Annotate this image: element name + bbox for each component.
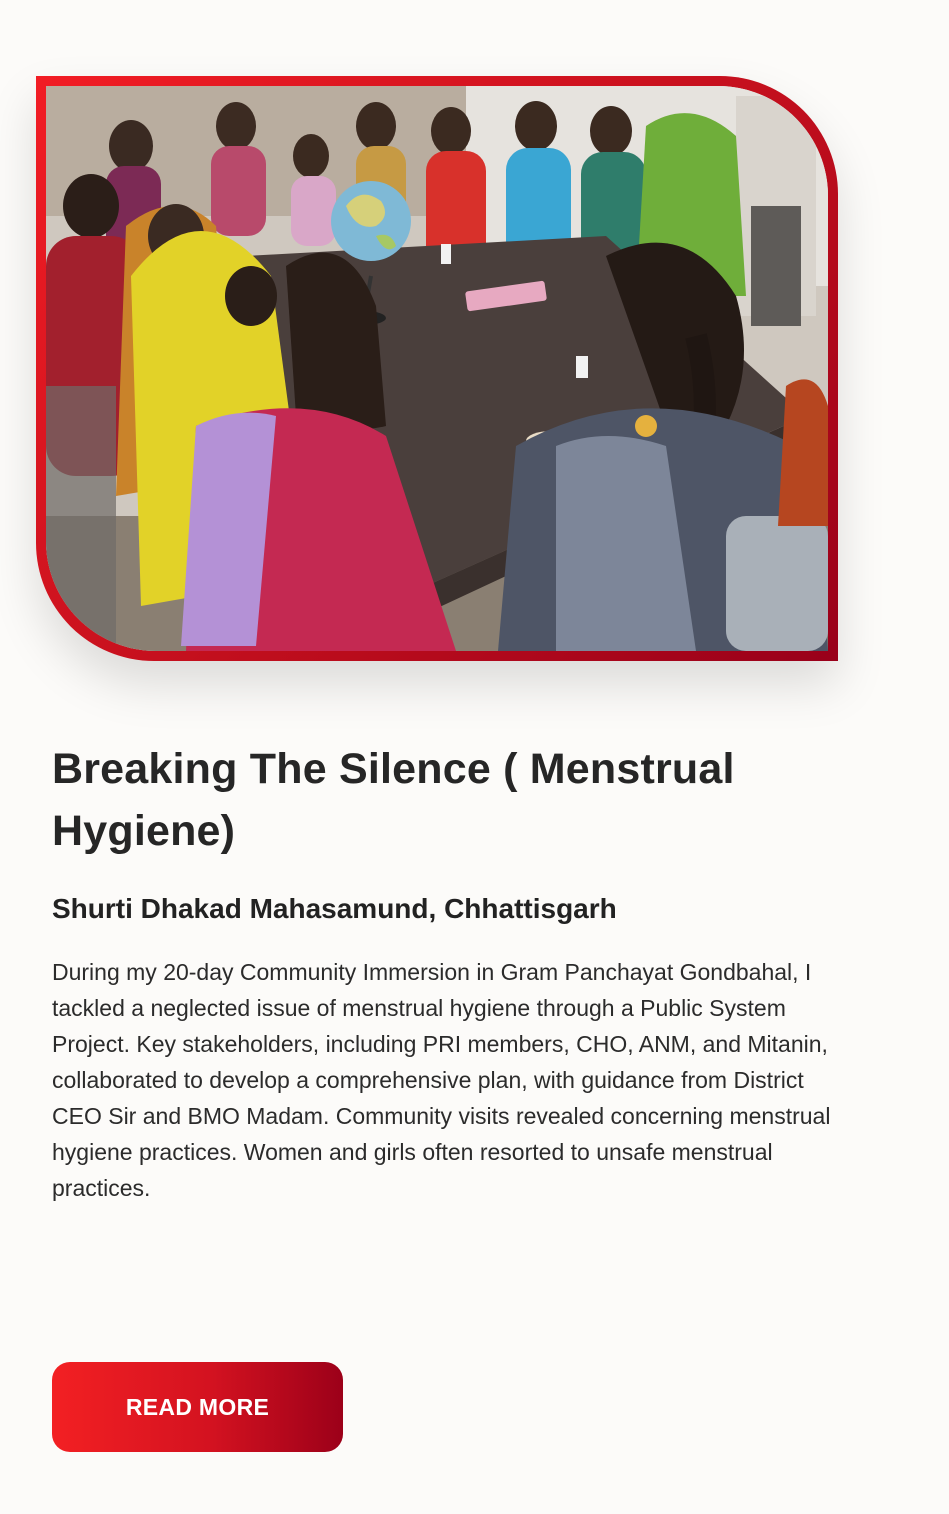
meeting-photo-illustration bbox=[46, 86, 828, 651]
story-title: Breaking The Silence ( Menstrual Hygiene) bbox=[52, 745, 735, 855]
story-photo bbox=[46, 86, 828, 651]
story-excerpt: During my 20-day Community Immersion in Gram Panchayat Gondbahal, I tackled a neglected issue of menstrual hygiene through a Public System Project. Key stakeholders, including PRI members, CHO, ANM, and Mitanin, collaborated to develop a comprehensive plan, with guidance from District CEO Sir and BMO Madam. Community visits revealed concerning menstrual hygiene practices. Women and girls often resorted to unsafe menstrual practices. bbox=[52, 959, 831, 1201]
photo-frame bbox=[36, 76, 838, 661]
story-author: Shurti Dhakad Mahasamund, Chhattisgarh bbox=[52, 893, 617, 924]
read-more-button[interactable]: READ MORE bbox=[52, 1362, 343, 1452]
